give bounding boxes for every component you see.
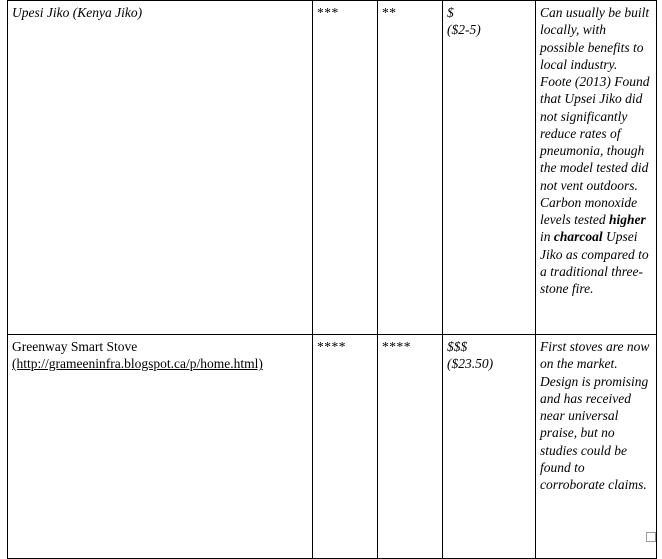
rating-primary-cell xyxy=(313,335,378,559)
rating-primary-text: *** xyxy=(317,5,339,20)
notes-text-part1: Can usually be built locally, with possible benefits to local industry. Foote (2013) Found that Upsei Jiko did not significantly reduce rates of pneumonia, though the model tested did not vent outdoors. Carbon monoxide levels tested xyxy=(540,5,650,228)
cost-cell xyxy=(443,1,536,335)
rating-secondary-text: **** xyxy=(382,339,411,354)
rating-primary-text: **** xyxy=(317,339,346,354)
stove-name-link[interactable]: (http://grameeninfra.blogspot.ca/p/home.html) xyxy=(12,356,263,372)
stove-name-cell xyxy=(8,1,313,335)
stove-name-text: Upesi Jiko (Kenya Jiko) xyxy=(12,5,143,20)
notes-text-part3: Upsei Jiko as compared to a traditional three-stone fire. xyxy=(540,229,649,297)
notes-emphasis-higher: higher xyxy=(608,212,646,228)
cookstove-comparison-table xyxy=(7,0,657,559)
stove-name-text: Greenway Smart Stove xyxy=(12,339,138,354)
rating-secondary-cell xyxy=(378,335,443,559)
rating-secondary-cell xyxy=(378,1,443,335)
stove-name-cell xyxy=(8,335,313,559)
notes-emphasis-charcoal: charcoal xyxy=(553,229,603,245)
table-row xyxy=(8,335,657,559)
cost-range-text: ($23.50) xyxy=(447,356,494,372)
page-corner-marker xyxy=(646,532,656,542)
notes-cell xyxy=(536,335,657,559)
cost-symbol-text: $$$ xyxy=(447,339,468,354)
table-row xyxy=(8,1,657,335)
cost-cell xyxy=(443,335,536,559)
cost-symbol-text: $ xyxy=(447,5,454,20)
notes-text-part1: First stoves are now on the market. Design is promising and has received near universal praise, but no studies could be found to corroborate claims. xyxy=(540,339,650,493)
rating-primary-cell xyxy=(313,1,378,335)
cost-range-text: ($2-5) xyxy=(447,22,481,38)
notes-cell xyxy=(536,1,657,335)
rating-secondary-text: ** xyxy=(382,5,397,20)
notes-text-part2: in xyxy=(540,229,554,245)
